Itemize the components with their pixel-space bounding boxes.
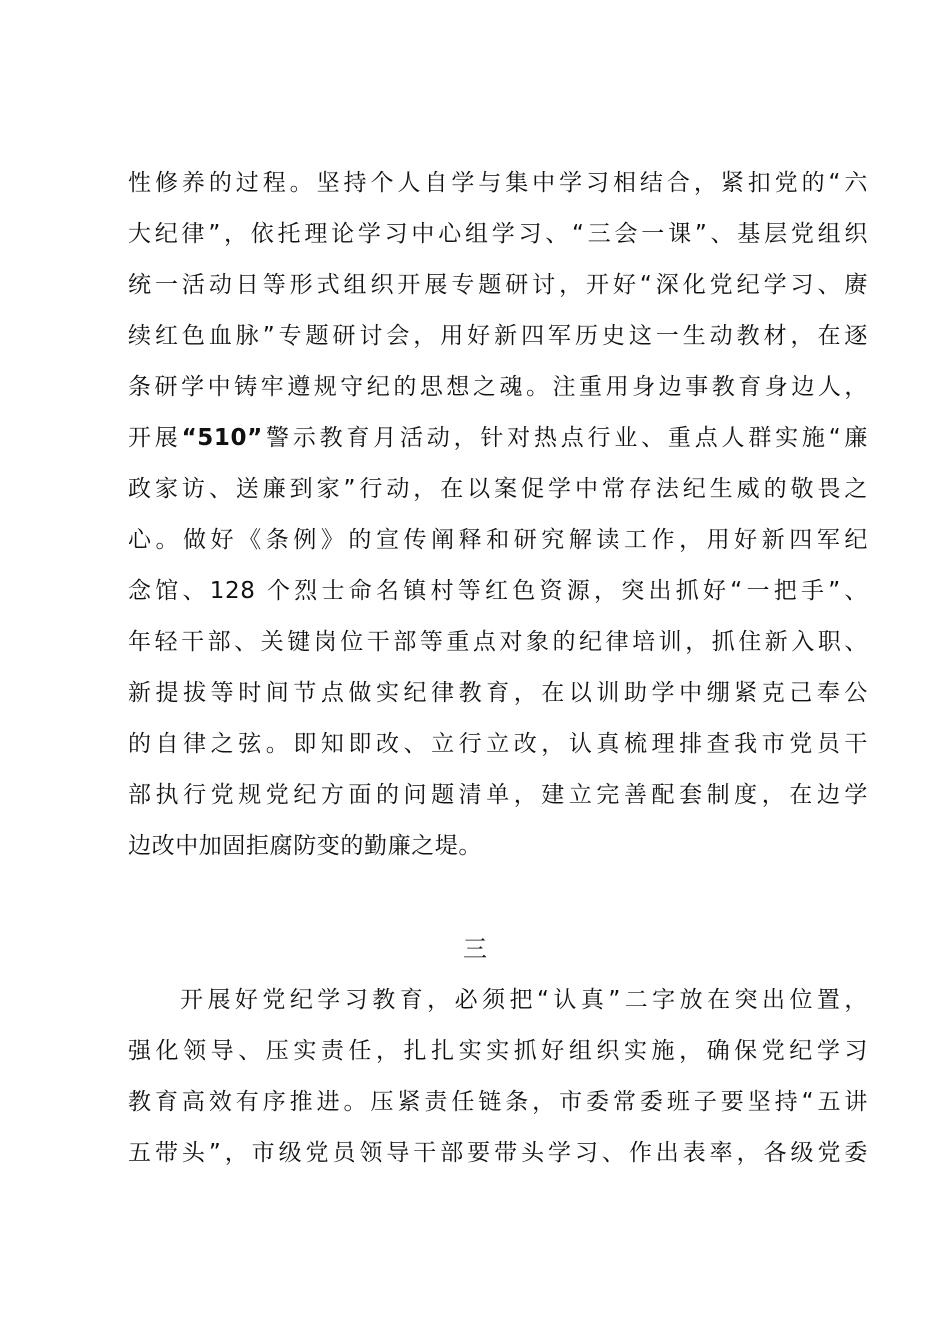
paragraph-continued [128, 158, 868, 872]
text-line: 新提拔等时间节点做实纪律教育，在以训助学中绷紧克己奉公 [128, 680, 868, 706]
section-paragraph [128, 975, 868, 1179]
text-line: 五带头”，市级党员领导干部要带头学习、作出表率，各级党委 [128, 1140, 868, 1166]
text-line: 统一活动日等形式组织开展专题研讨，开好“深化党纪学习、赓 [128, 272, 868, 298]
text-line: 大纪律”，依托理论学习中心组学习、“三会一课”、基层党组织 [128, 221, 868, 247]
text-line: 年轻干部、关键岗位干部等重点对象的纪律培训，抓住新入职、 [128, 629, 868, 655]
text-line-last: 边改中加固拒腐防变的勤廉之堤。 [128, 833, 482, 859]
text-line: 条研学中铸牢遵规守纪的思想之魂。注重用身边事教育身边人， [128, 374, 868, 400]
text-line: 政家访、送廉到家”行动，在以案促学中常存法纪生威的敬畏之 [128, 476, 868, 502]
text-line: 部执行党规党纪方面的问题清单，建立完善配套制度，在边学 [128, 782, 868, 808]
text-line: 念馆、128 个烈士命名镇村等红色资源，突出抓好“一把手”、 [128, 578, 868, 604]
bold-number: “510” [181, 425, 263, 451]
text-line: 教育高效有序推进。压紧责任链条，市委常委班子要坚持“五讲 [128, 1089, 868, 1115]
section-heading: 三 [463, 935, 487, 963]
text-line: 心。做好《条例》的宣传阐释和研究解读工作，用好新四军纪 [128, 527, 868, 553]
text-line: 性修养的过程。坚持个人自学与集中学习相结合，紧扣党的“六 [128, 170, 868, 196]
text-line: 的自律之弦。即知即改、立行立改，认真梳理排查我市党员干 [128, 731, 868, 757]
text-fragment: 警示教育月活动，针对热点行业、重点人群实施“廉 [262, 425, 869, 451]
text-line-with-bold [128, 413, 868, 464]
text-line-first: 开展好党纪学习教育，必须把“认真”二字放在突出位置， [180, 987, 868, 1013]
text-line: 续红色血脉”专题研讨会，用好新四军历史这一生动教材，在逐 [128, 323, 868, 349]
text-fragment: 开展 [128, 425, 182, 451]
text-line: 强化领导、压实责任，扎扎实实抓好组织实施，确保党纪学习 [128, 1038, 868, 1064]
